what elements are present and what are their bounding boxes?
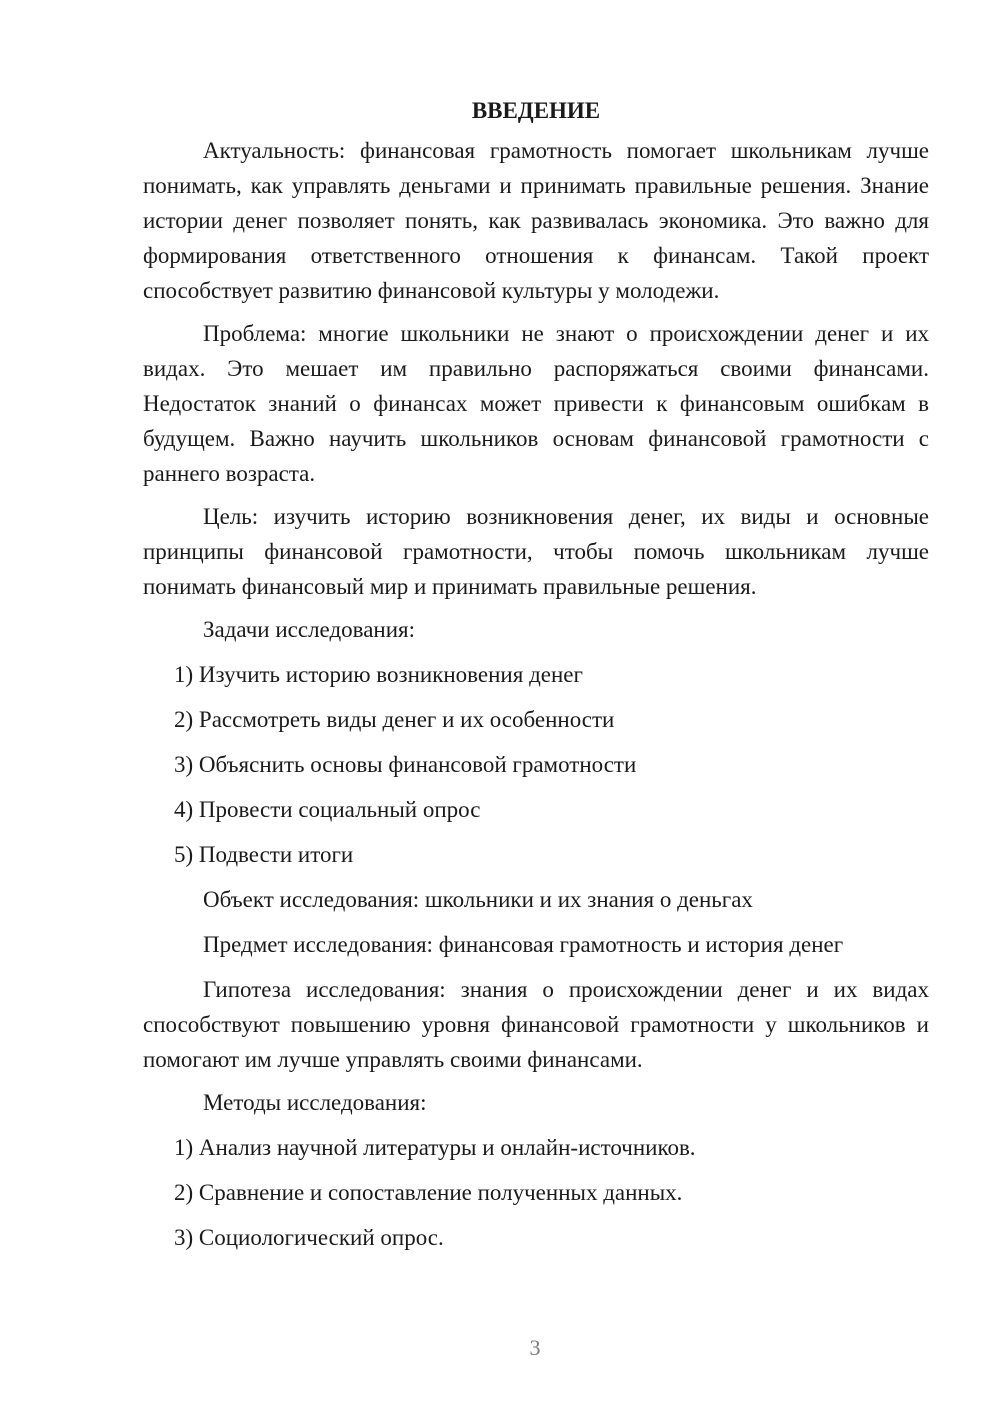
method-item: 3) Социологический опрос. bbox=[174, 1225, 444, 1250]
goal-paragraph: Цель: изучить историю возникновения денег, их виды и основные принципы финансовой грамотности, чтобы помочь школьникам лучше понимать финансовый мир и принимать правильные решения. bbox=[143, 504, 929, 599]
method-item: 1) Анализ научной литературы и онлайн-источников. bbox=[174, 1135, 696, 1160]
section-heading: ВВЕДЕНИЕ bbox=[471, 98, 601, 123]
task-item: 2) Рассмотреть виды денег и их особенности bbox=[174, 707, 615, 732]
methods-label: Методы исследования: bbox=[203, 1090, 427, 1115]
page-content bbox=[143, 97, 929, 1265]
tasks-label: Задачи исследования: bbox=[203, 617, 416, 642]
page-number: 3 bbox=[529, 1335, 541, 1360]
task-item: 5) Подвести итоги bbox=[174, 842, 354, 867]
research-subject: Предмет исследования: финансовая грамотность и история денег bbox=[203, 932, 844, 957]
hypothesis-paragraph: Гипотеза исследования: знания о происхождении денег и их видах способствуют повышению уровня финансовой грамотности у школьников и помогают им лучше управлять своими финансами. bbox=[143, 977, 929, 1072]
task-item: 1) Изучить историю возникновения денег bbox=[174, 662, 583, 687]
research-object: Объект исследования: школьники и их знания о деньгах bbox=[203, 887, 753, 912]
task-item: 4) Провести социальный опрос bbox=[174, 797, 481, 822]
method-item: 2) Сравнение и сопоставление полученных данных. bbox=[174, 1180, 683, 1205]
task-item: 3) Объяснить основы финансовой грамотности bbox=[174, 752, 637, 777]
problem-paragraph: Проблема: многие школьники не знают о происхождении денег и их видах. Это мешает им правильно распоряжаться своими финансами. Недостаток знаний о финансах может привести к финансовым ошибкам в будущем. Важно научить школьников основам финансовой грамотности с раннего возраста. bbox=[143, 321, 929, 486]
relevance-paragraph: Актуальность: финансовая грамотность помогает школьникам лучше понимать, как управлять деньгами и принимать правильные решения. Знание истории денег позволяет понять, как развивалась экономика. Это важно для формирования ответственного отношения к финансам. Такой проект способствует развитию финансовой культуры у молодежи. bbox=[143, 138, 929, 303]
